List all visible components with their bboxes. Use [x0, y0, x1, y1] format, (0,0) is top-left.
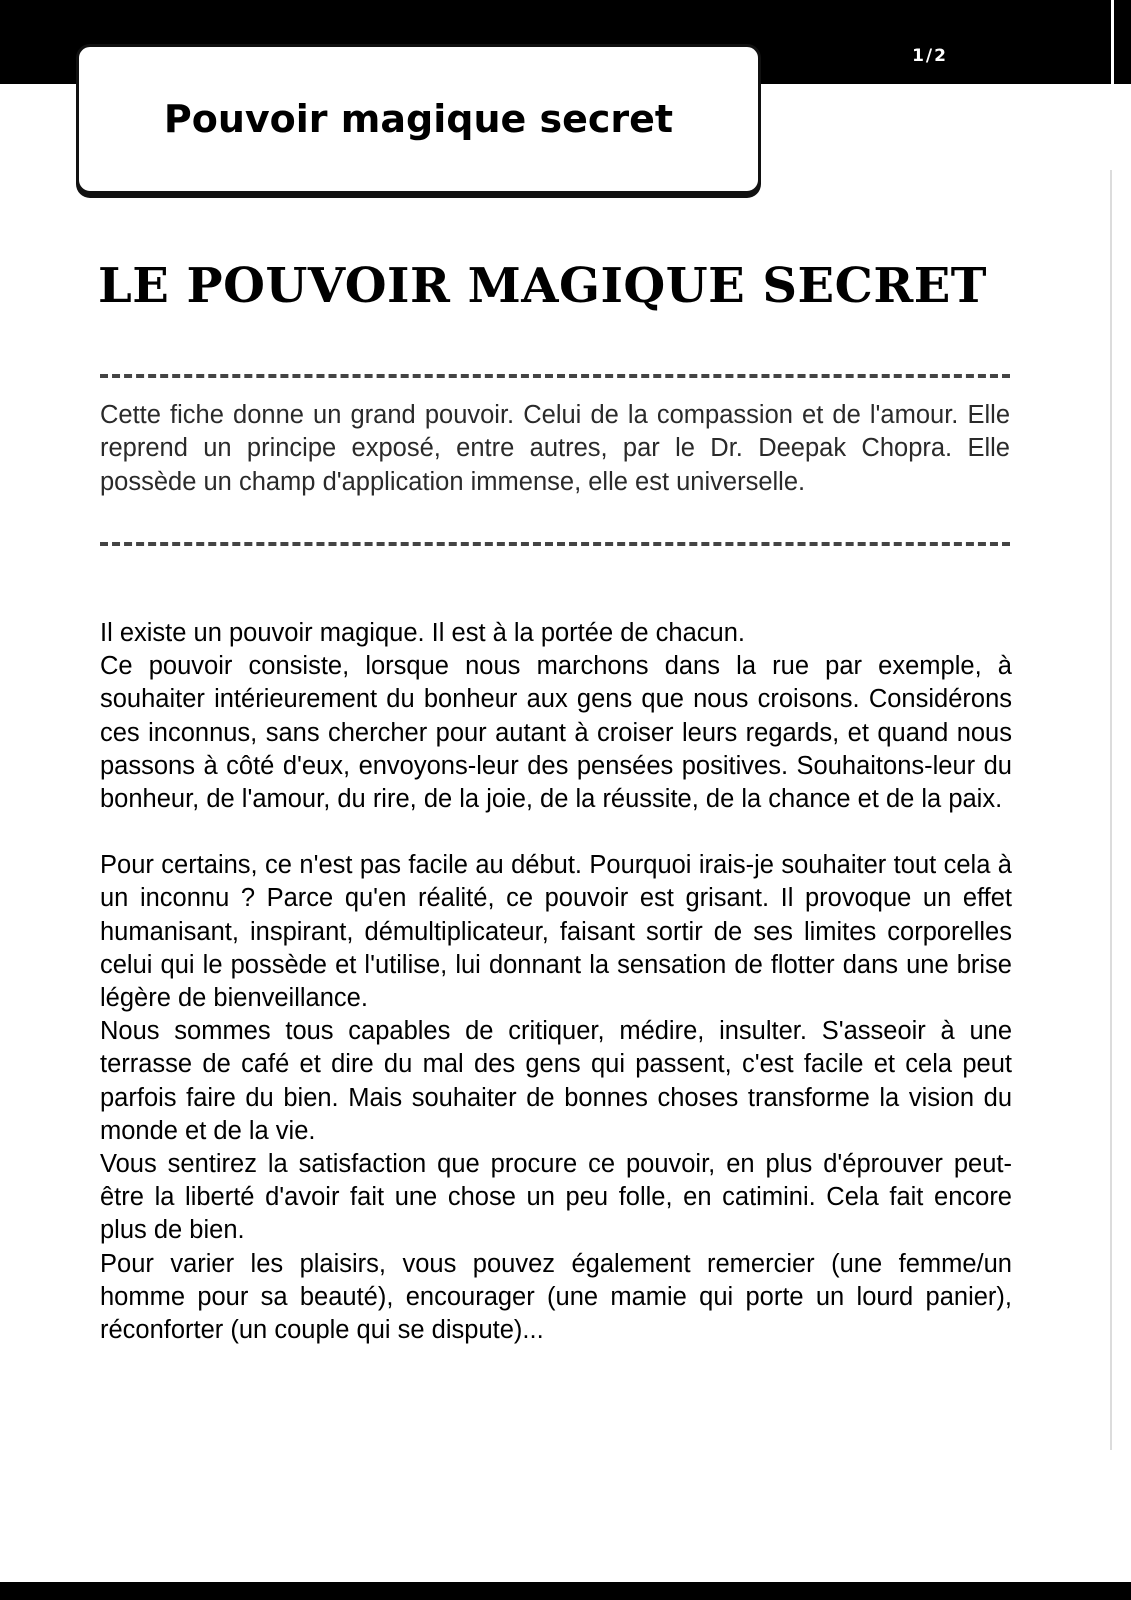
paragraph-1: Il existe un pouvoir magique. Il est à la portée de chacun.: [100, 619, 745, 647]
paragraph-3: Pour certains, ce n'est pas facile au début. Pourquoi irais-je souhaiter tout cela à un inconnu ? Parce qu'en réalité, ce pouvoir est grisant. Il provoque un effet humanisant, inspirant, démultiplicateur, faisant sortir de ses limites corporelles celui qui le possède et l'utilise, lui donnant la sensation de flotter dans une brise légère de bienveillance.: [100, 851, 1012, 1013]
title-box: [76, 44, 761, 194]
article-heading: LE POUVOIR MAGIQUE SECRET: [98, 258, 988, 314]
header-gap: [1111, 0, 1114, 84]
paragraph-gap: [100, 816, 1012, 849]
article-body: [100, 617, 1012, 1347]
paragraph-2: Ce pouvoir consiste, lorsque nous marchons dans la rue par exemple, à souhaiter intérieurement du bonheur aux gens que nous croisons. Considérons ces inconnus, sans chercher pour autant à croiser leurs regards, et quand nous passons à côté d'eux, envoyons-leur des pensées positives. Souhaitons-leur du bonheur, de l'amour, du rire, de la joie, de la réussite, de la chance et de la paix.: [100, 652, 1012, 814]
paragraph-6: Pour varier les plaisirs, vous pouvez également remercier (une femme/un homme pour sa beauté), encourager (une mamie qui porte un lourd panier), réconforter (un couple qui se dispute)...: [100, 1249, 1012, 1345]
intro-bottom-divider: [100, 542, 1010, 546]
paragraph-4: Nous sommes tous capables de critiquer, médire, insulter. S'asseoir à une terrasse de café et dire du mal des gens qui passent, c'est facile et cela peut parfois faire du bien. Mais souhaiter de bonnes choses transforme la vision du monde et de la vie.: [100, 1017, 1012, 1145]
footer-bar: [0, 1582, 1131, 1600]
page-number: 1/2: [912, 46, 948, 66]
intro-text: Cette fiche donne un grand pouvoir. Celui de la compassion et de l'amour. Elle reprend un principe exposé, entre autres, par le Dr. Deepak Chopra. Elle possède un champ d'application immense, elle est universelle.: [100, 401, 1010, 496]
title-box-label: Pouvoir magique secret: [163, 97, 674, 141]
right-margin-rule: [1110, 170, 1112, 1450]
paragraph-5: Vous sentirez la satisfaction que procure ce pouvoir, en plus d'éprouver peut-être la liberté d'avoir fait une chose un peu folle, en catimini. Cela fait encore plus de bien.: [100, 1150, 1012, 1245]
intro-top-divider: [100, 374, 1010, 378]
